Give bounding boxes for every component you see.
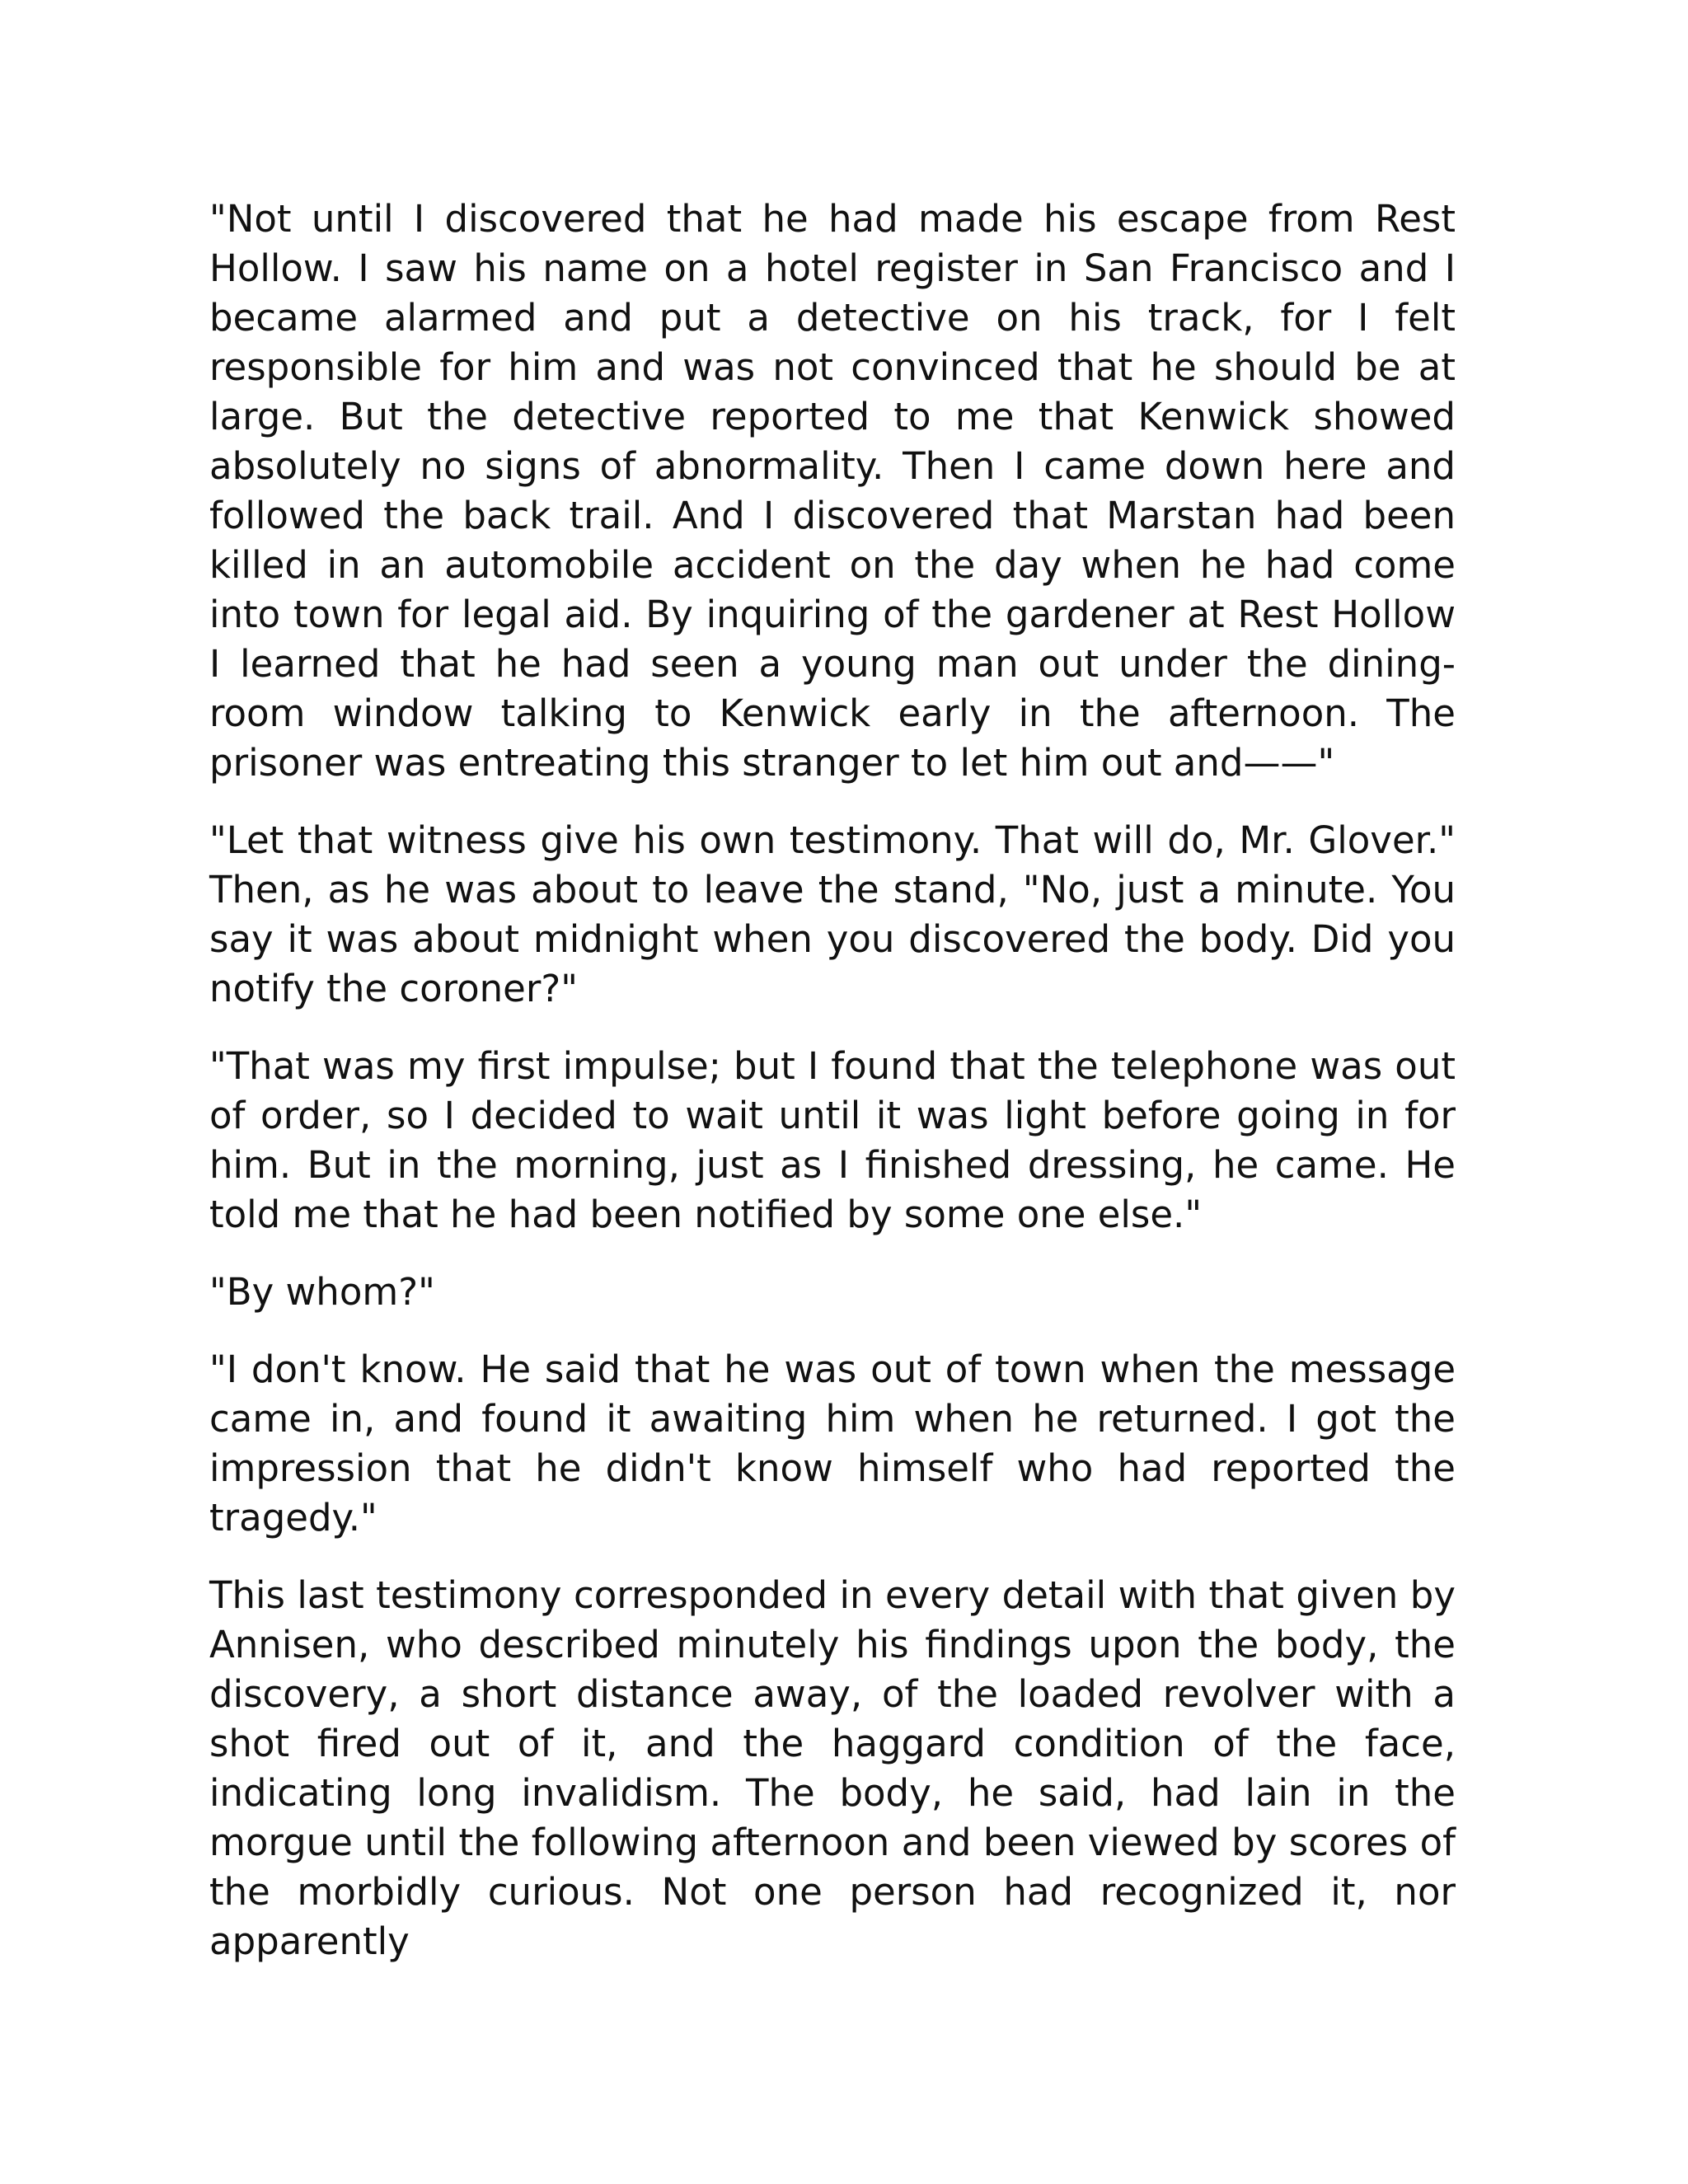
document-page	[209, 194, 1456, 1966]
paragraph: "Let that witness give his own testimony. That will do, Mr. Glover." Then, as he was about to leave the stand, "No, just a minute. You say it was about midnight when you discovered the body. Did you notify the coroner?"	[209, 818, 1456, 1010]
paragraph: "Not until I discovered that he had made his escape from Rest Hollow. I saw his name on a hotel register in San Francisco and I became alarmed and put a detective on his track, for I felt responsible for him and was not convinced that he should be at large. But the detective reported to me that Kenwick showed absolutely no signs of abnormality. Then I came down here and followed the back trail. And I discovered that Marstan had been killed in an automobile accident on the day when he had come into town for legal aid. By inquiring of the gardener at Rest Hollow I learned that he had seen a young man out under the dining-room window talking to Kenwick early in the afternoon. The prisoner was entreating this stranger to let him out and——"	[209, 197, 1456, 785]
paragraph: "By whom?"	[209, 1270, 435, 1314]
paragraph: "That was my first impulse; but I found that the telephone was out of order, so I decided to wait until it was light before going in for him. But in the morning, just as I finished dressing, he came. He told me that he had been notified by some one else."	[209, 1044, 1456, 1236]
paragraph: This last testimony corresponded in every detail with that given by Annisen, who described minutely his findings upon the body, the discovery, a short distance away, of the loaded revolver with a shot fired out of it, and the haggard condition of the face, indicating long invalidism. The body, he said, had lain in the morgue until the following afternoon and been viewed by scores of the morbidly curious. Not one person had recognized it, nor apparently	[209, 1573, 1456, 1963]
paragraph: "I don't know. He said that he was out of town when the message came in, and found it awaiting him when he returned. I got the impression that he didn't know himself who had reported the tragedy."	[209, 1347, 1456, 1540]
